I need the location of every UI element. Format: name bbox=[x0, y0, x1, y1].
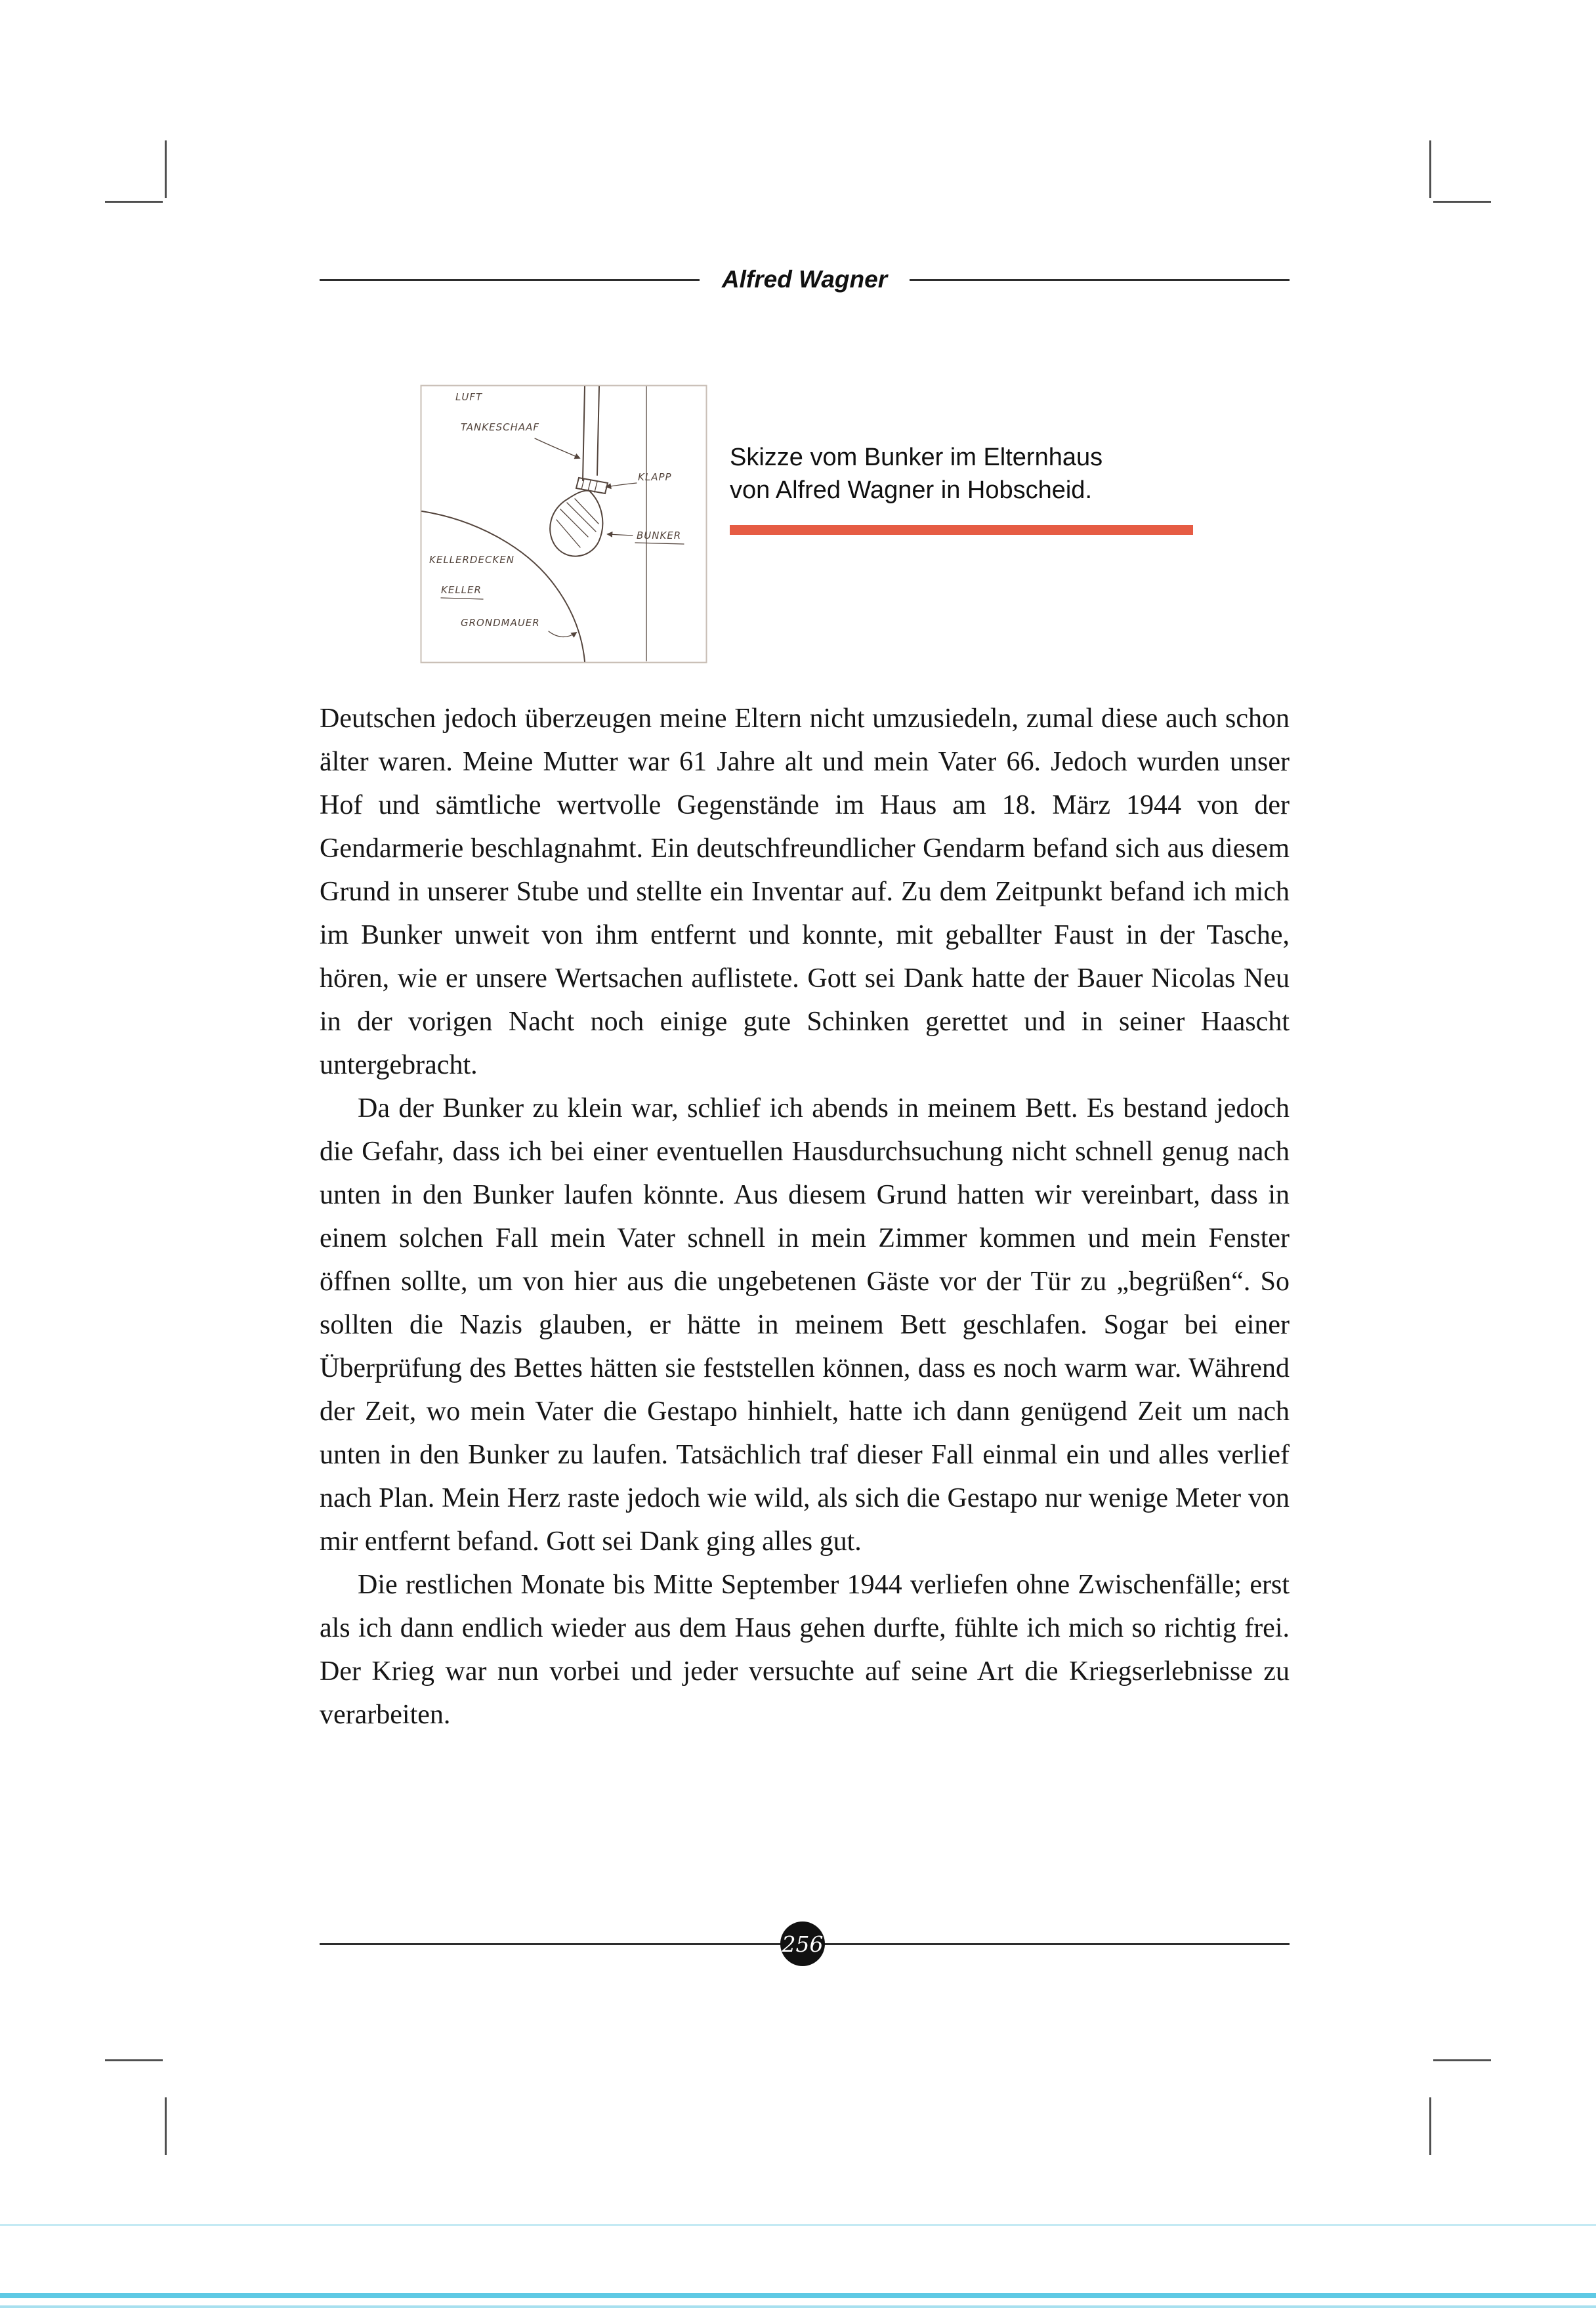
body-paragraph-2: Da der Bunker zu klein war, schlief ich abends in meinem Bett. Es bestand jedoch die Gefahr, dass ich bei einer eventuellen Hausdurchsuchung nicht schnell genug nach unten in den Bunker laufen könnte. Aus diesem Grund hatten wir vereinbart, dass in einem solchen Fall mein Vater schnell in mein Zimmer kommen und mein Fenster öffnen sollte, um von hier aus die ungebetenen Gäste vor der Tür zu „begrüßen“. So sollten die Nazis glauben, er hätte in meinem Bett geschlafen. Sogar bei einer Überprüfung des Bettes hätten sie feststellen können, dass es noch warm war. Während der Zeit, wo mein Vater die Gestapo hinhielt, hatte ich dann genügend Zeit um nach unten in den Bunker zu laufen. Tatsächlich traf dieser Fall einmal ein und alles verlief nach Plan. Mein Herz raste jedoch wie wild, als sich die Gestapo nur wenige Meter von mir entfernt befand. Gott sei Dank ging alles gut. bbox=[320, 1093, 1290, 1557]
running-head-rule-left bbox=[320, 279, 700, 281]
sketch-label-grondmauer: GRONDMAUER bbox=[461, 617, 540, 629]
page-title: Alfred Wagner bbox=[721, 266, 888, 293]
running-head-rule-right bbox=[910, 279, 1290, 281]
scan-artifact-line-bold bbox=[0, 2293, 1596, 2298]
sketch-label-klapp: KLAPP bbox=[638, 471, 672, 483]
keller-label-underline bbox=[441, 598, 483, 599]
figure-caption-line-1: Skizze vom Bunker im Elternhaus bbox=[730, 444, 1103, 471]
page-number: 256 bbox=[782, 1931, 824, 1957]
caption-accent-bar bbox=[730, 525, 1193, 535]
page-number-badge bbox=[780, 1922, 825, 1966]
tankeschaaf-arrow bbox=[535, 438, 579, 458]
sketch-label-bunker: BUNKER bbox=[637, 530, 682, 541]
shaft-line-right bbox=[597, 387, 599, 475]
body-paragraph-1: Deutschen jedoch überzeugen meine Eltern nicht umzusiedeln, zumal diese auch schon älter waren. Meine Mutter war 61 Jahre alt und mein Vater 66. Jedoch wurden unser Hof und sämtliche wertvolle Gegenstände im Haus am 18. März 1944 von der Gendarmerie beschlagnahmt. Ein deutschfreundlicher Gendarm befand sich aus diesem Grund in unserer Stube und stellte ein Inventar auf. Zu dem Zeitpunkt befand ich mich im Bunker unweit von ihm entfernt und konnte, mit geballter Faust in der Tasche, hören, wie er unsere Wertsachen auflistete. Gott sei Dank hatte der Bauer Nicolas Neu in der vorigen Nacht noch einige gute Schinken gerettet und in seiner Haascht untergebracht. bbox=[320, 704, 1290, 1080]
crop-mark-bottom-left-horizontal bbox=[105, 2059, 163, 2061]
klapp-arrow bbox=[606, 483, 637, 487]
grondmauer-squiggle bbox=[549, 631, 576, 637]
bunker-arrow bbox=[608, 534, 633, 536]
crop-mark-top-left-horizontal bbox=[105, 201, 163, 203]
bunker-sketch-figure bbox=[420, 385, 707, 663]
sketch-label-keller: KELLER bbox=[441, 584, 482, 596]
crop-mark-bottom-left-vertical bbox=[165, 2097, 167, 2155]
crop-mark-top-right-horizontal bbox=[1433, 201, 1491, 203]
bunker-sketch-drawing bbox=[420, 385, 707, 663]
body-text bbox=[320, 697, 1290, 1736]
scan-artifact-line-light bbox=[0, 2305, 1596, 2308]
crop-mark-bottom-right-horizontal bbox=[1433, 2059, 1491, 2061]
crop-mark-bottom-right-vertical bbox=[1429, 2097, 1431, 2155]
shaft-line-left bbox=[583, 387, 585, 480]
sketch-label-luft: LUFT bbox=[455, 391, 483, 403]
crop-mark-top-left-vertical bbox=[165, 140, 167, 198]
bunker-hatching bbox=[556, 499, 598, 547]
sketch-label-tankeschaaf: TANKESCHAAF bbox=[461, 421, 540, 433]
sketch-label-kellerdecken: KELLERDECKEN bbox=[429, 554, 514, 566]
scan-artifact-line-faint bbox=[0, 2224, 1596, 2226]
bunker-label-underline bbox=[635, 543, 684, 544]
running-head bbox=[320, 266, 1290, 293]
crop-mark-top-right-vertical bbox=[1429, 140, 1431, 198]
body-paragraph-3: Die restlichen Monate bis Mitte September 1944 verliefen ohne Zwischenfälle; erst als ich dann endlich wieder aus dem Haus gehen durfte, fühlte ich mich so richtig frei. Der Krieg war nun vorbei und jeder versuchte auf seine Art die Kriegserlebnisse zu verarbeiten. bbox=[320, 1570, 1290, 1730]
figure-caption-line-2: von Alfred Wagner in Hobscheid. bbox=[730, 476, 1093, 504]
figure-caption bbox=[730, 441, 1202, 507]
